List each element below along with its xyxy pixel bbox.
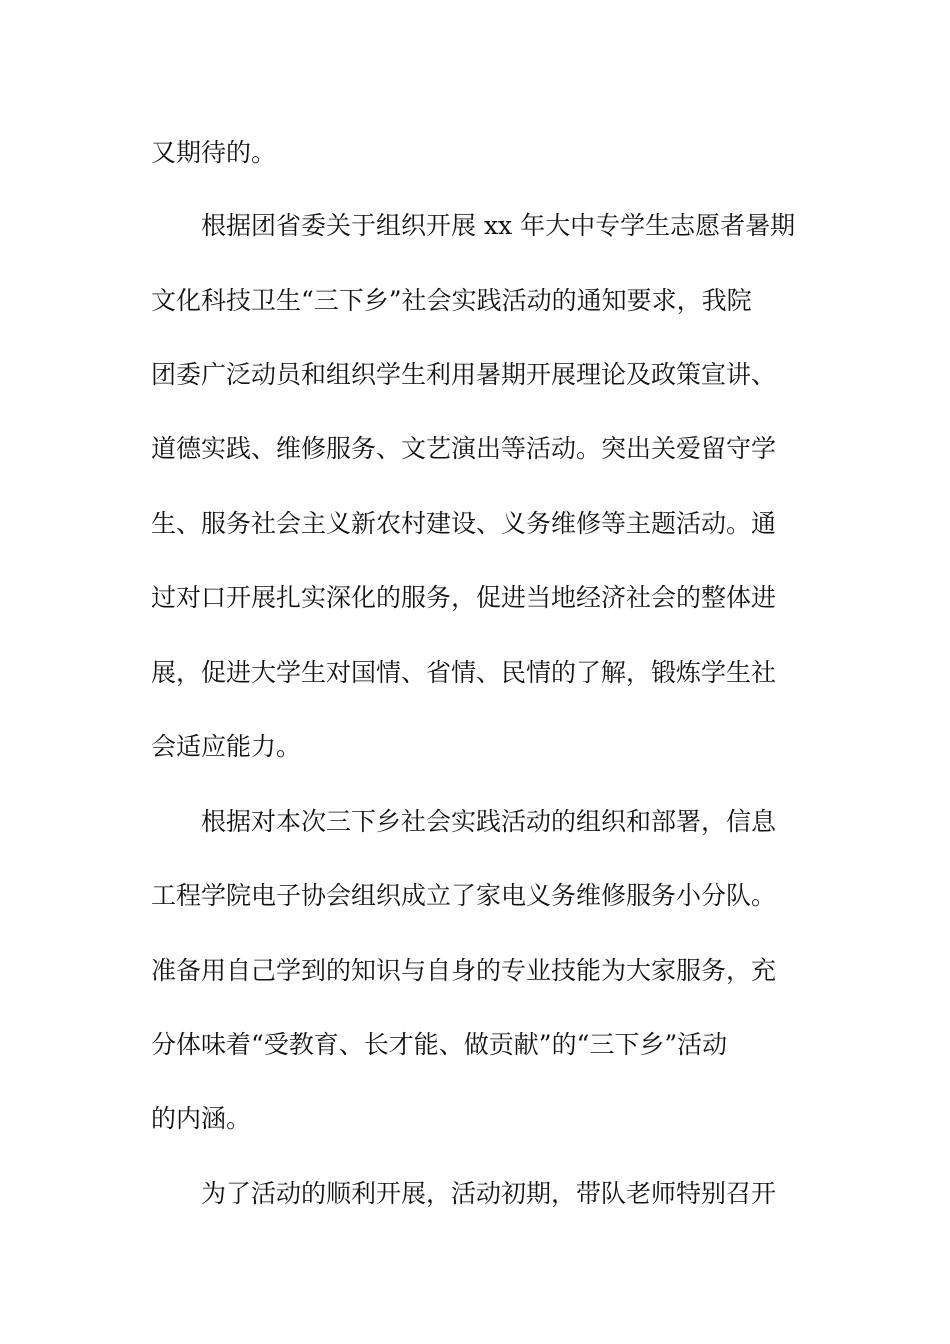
text-line: 团委广泛动员和组织学生利用暑期开展理论及政策宣讲、 [151,360,777,389]
text-line: 会适应能力。 [151,732,302,761]
text-line: 过对口开展扎实深化的服务，促进当地经济社会的整体进 [151,583,777,612]
text-line: 展，促进大学生对国情、省情、民情的了解，锻炼学生社 [151,658,777,687]
paragraph-start-line: 根据对本次三下乡社会实践活动的组织和部署，信息 [201,807,777,836]
paragraph-start-line: 根据团省委关于组织开展 xx 年大中专学生志愿者暑期 [201,211,796,240]
text-line: 的内涵。 [151,1104,252,1133]
text-line: 文化科技卫生“三下乡”社会实践活动的通知要求，我院 [151,286,752,315]
text-line: 道德实践、维修服务、文艺演出等活动。突出关爱留守学 [151,434,777,463]
text-line: 生、服务社会主义新农村建设、义务维修等主题活动。通 [151,509,777,538]
text-line: 分体味着“受教育、长才能、做贡献”的“三下乡”活动 [151,1030,728,1059]
paragraph-start-line: 为了活动的顺利开展，活动初期，带队老师特别召开 [201,1179,777,1208]
text-line: 准备用自己学到的知识与自身的专业技能为大家服务，充 [151,956,777,985]
text-line: 又期待的。 [151,138,277,167]
text-line: 工程学院电子协会组织成立了家电义务维修服务小分队。 [151,881,777,910]
